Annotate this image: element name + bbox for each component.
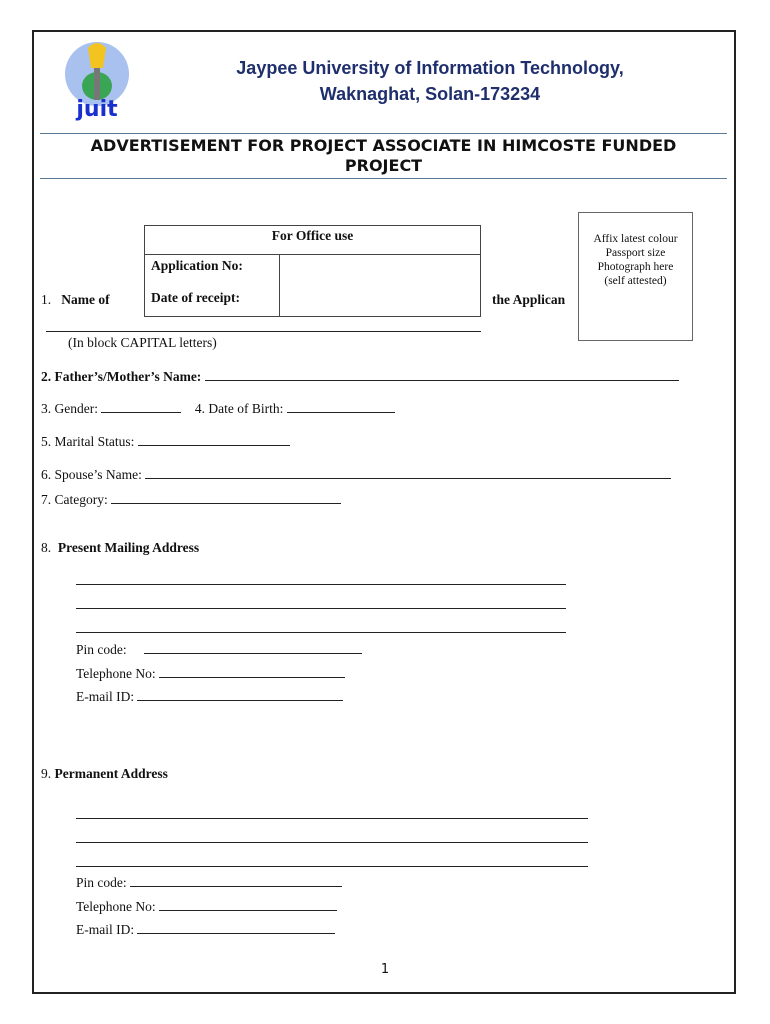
father-name-field[interactable] xyxy=(205,368,679,381)
category-field[interactable] xyxy=(111,491,341,504)
gender-label: 3. Gender: xyxy=(41,401,98,416)
name-field[interactable] xyxy=(46,331,481,332)
office-use-box xyxy=(144,225,481,317)
date-of-receipt-label: Date of receipt: xyxy=(151,290,240,305)
divider xyxy=(40,133,727,134)
application-no-label: Application No: xyxy=(151,258,243,273)
permanent-tel-field[interactable] xyxy=(159,898,337,911)
university-name: Jaypee University of Information Technology, xyxy=(236,58,624,78)
permanent-address-line[interactable] xyxy=(76,866,588,867)
permanent-pin-label: Pin code: xyxy=(76,875,127,890)
permanent-address-line[interactable] xyxy=(76,818,588,819)
name-label-cont: the Applican xyxy=(492,292,566,307)
marital-field[interactable] xyxy=(138,433,290,446)
dob-field[interactable] xyxy=(287,400,395,413)
permanent-pin-field[interactable] xyxy=(130,874,342,887)
svg-text:juit: juit xyxy=(76,97,118,122)
present-address-line[interactable] xyxy=(76,632,566,633)
divider xyxy=(40,178,727,179)
present-email-field[interactable] xyxy=(137,688,343,701)
present-address-line[interactable] xyxy=(76,584,566,585)
office-use-heading: For Office use xyxy=(145,226,480,255)
university-address: Waknaghat, Solan-173234 xyxy=(319,84,541,104)
spouse-field[interactable] xyxy=(145,466,671,479)
present-pin-field[interactable] xyxy=(144,641,362,654)
father-label: 2. Father’s/Mother’s Name: xyxy=(41,369,202,384)
page-number: 1 xyxy=(380,962,390,977)
gender-field[interactable] xyxy=(101,400,181,413)
photo-box: Affix latest colour Passport size Photograph here (self attested) xyxy=(578,212,693,341)
page-title: ADVERTISEMENT FOR PROJECT ASSOCIATE IN HIMCOSTE FUNDED PROJECT xyxy=(90,136,677,175)
present-pin-label: Pin code: xyxy=(76,642,127,657)
present-tel-label: Telephone No: xyxy=(76,666,156,681)
present-email-label: E-mail ID: xyxy=(76,689,135,704)
present-address-line[interactable] xyxy=(76,608,566,609)
marital-label: 5. Marital Status: xyxy=(41,434,135,449)
permanent-address-label: Permanent Address xyxy=(54,766,168,781)
dob-label: 4. Date of Birth: xyxy=(194,401,284,416)
permanent-email-label: E-mail ID: xyxy=(76,922,135,937)
present-tel-field[interactable] xyxy=(159,665,345,678)
spouse-label: 6. Spouse’s Name: xyxy=(41,467,142,482)
permanent-tel-label: Telephone No: xyxy=(76,899,156,914)
present-address-label: Present Mailing Address xyxy=(57,540,200,555)
university-logo xyxy=(48,38,146,124)
category-label: 7. Category: xyxy=(41,492,108,507)
name-note: (In block CAPITAL letters) xyxy=(68,335,217,350)
permanent-address-line[interactable] xyxy=(76,842,588,843)
permanent-email-field[interactable] xyxy=(137,921,335,934)
name-label: Name of xyxy=(61,292,110,307)
